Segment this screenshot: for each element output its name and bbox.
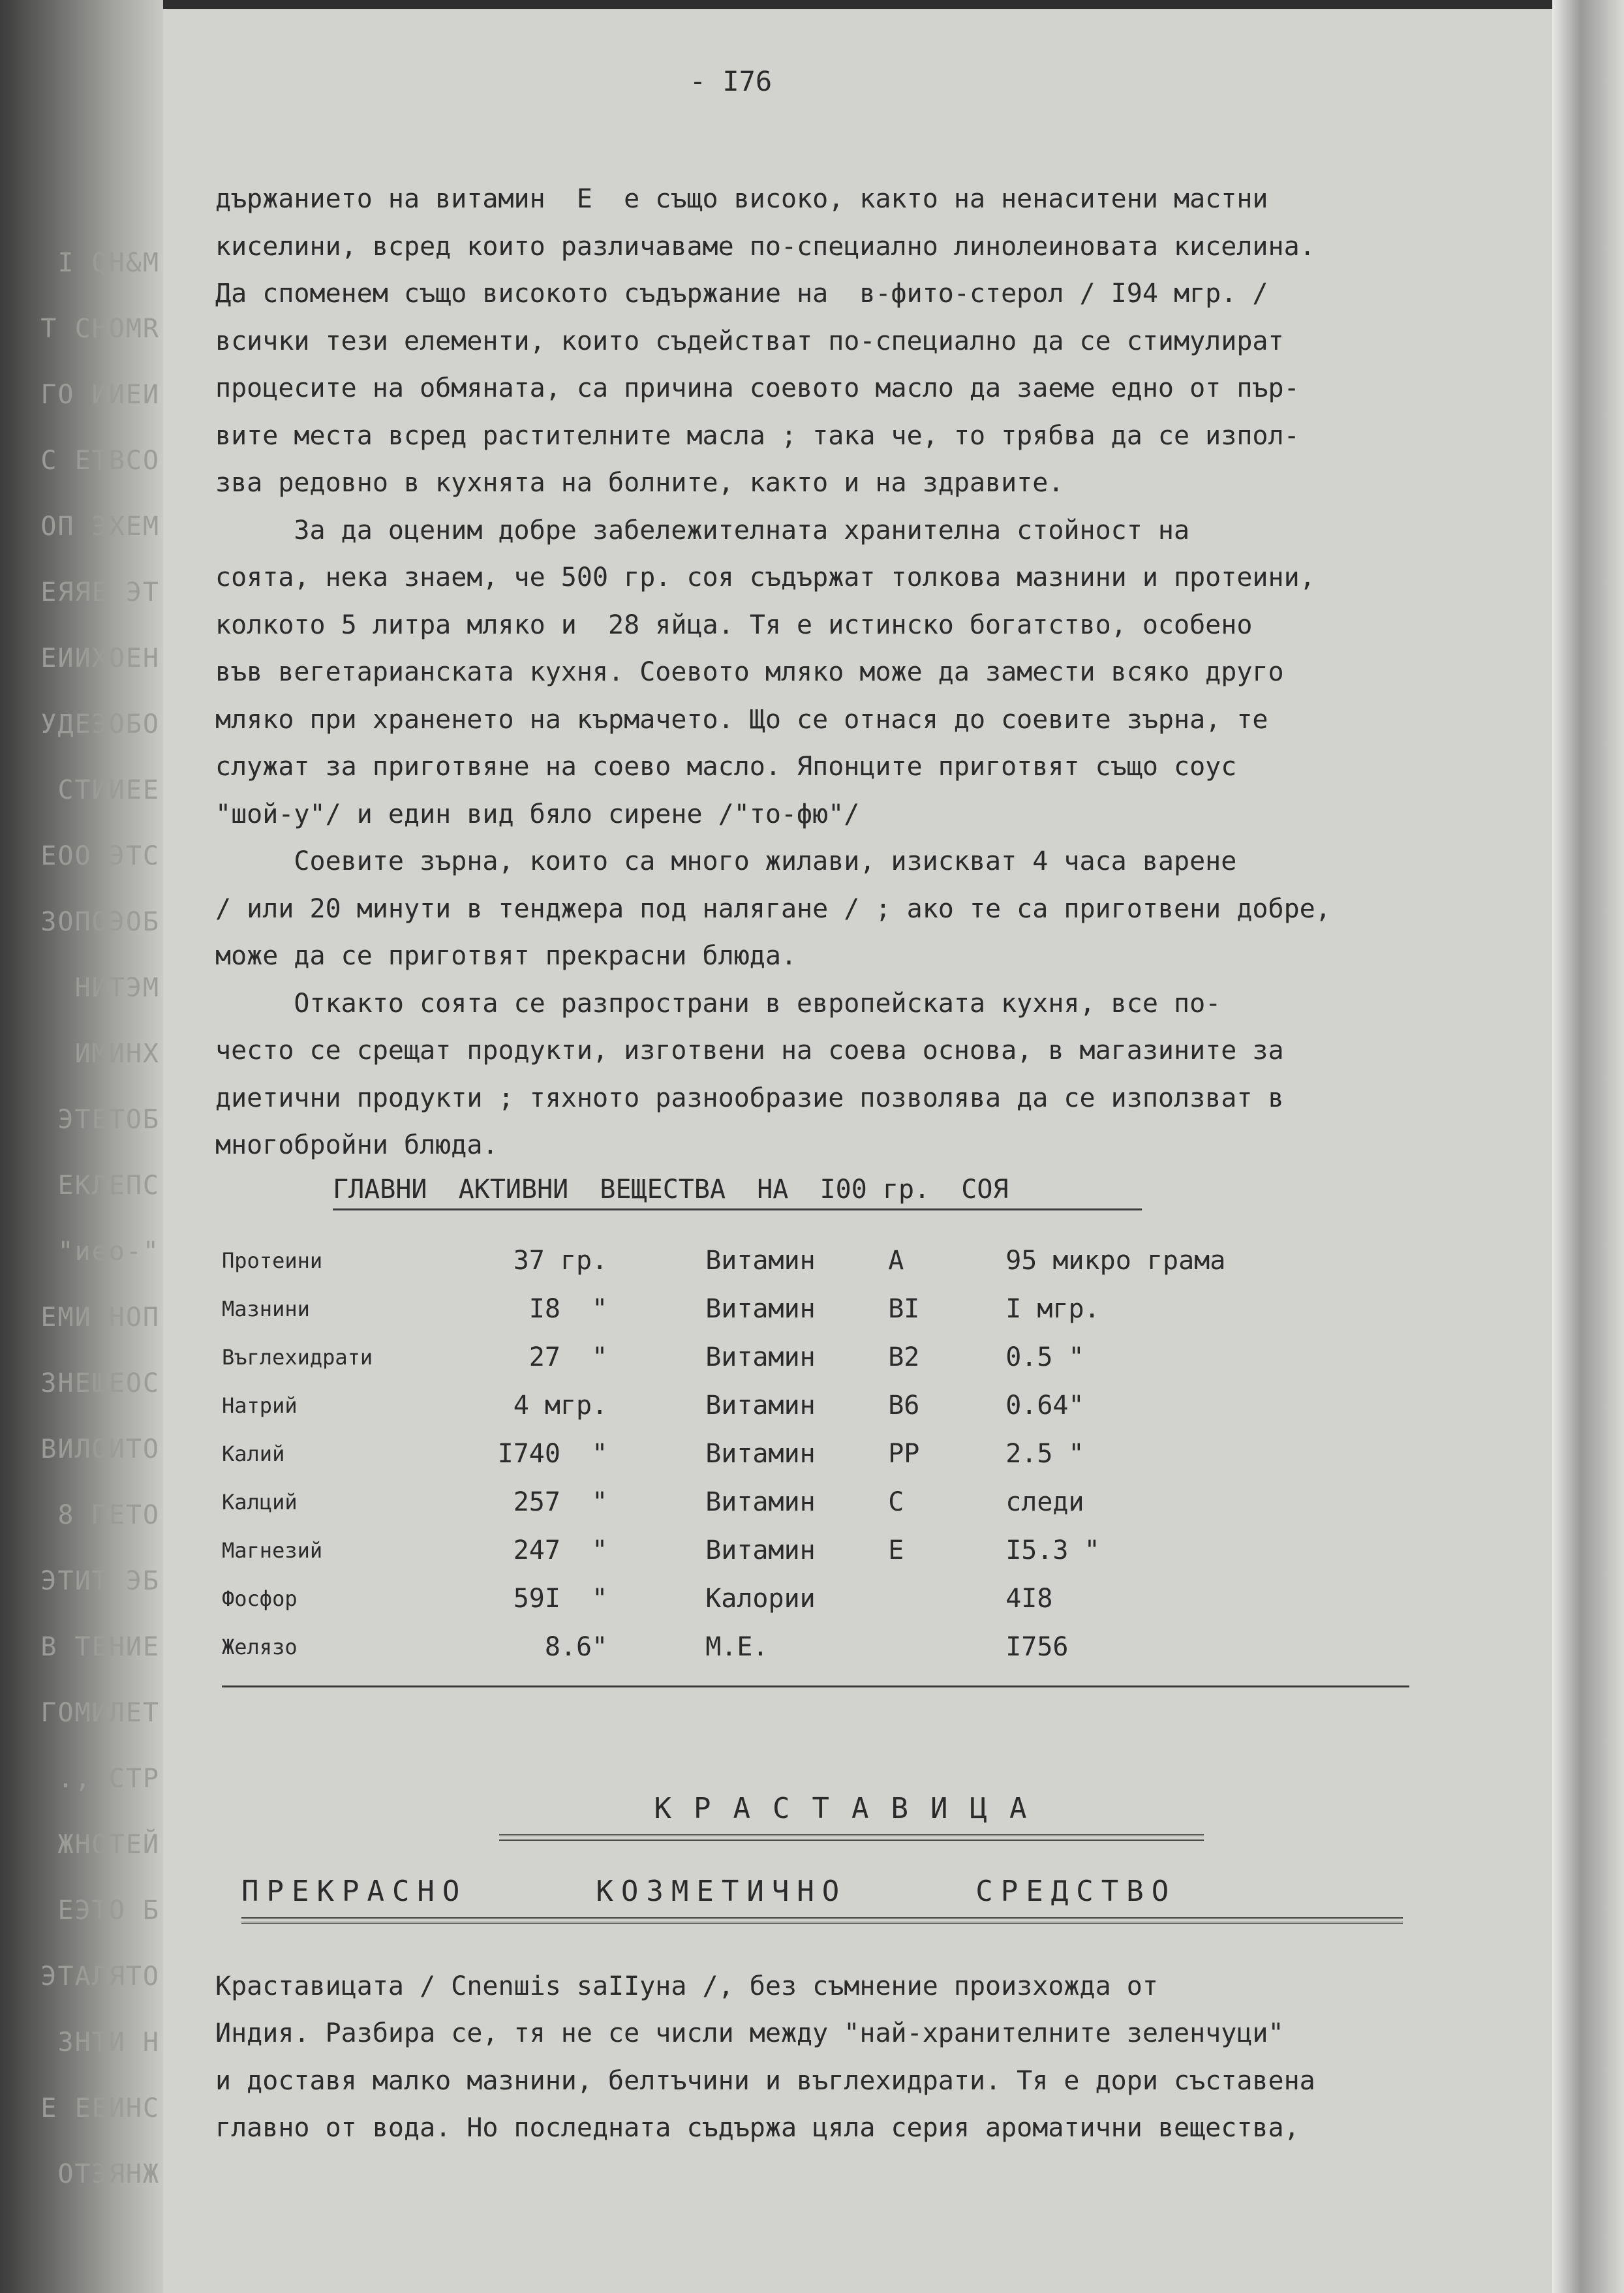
text-line: и доставя малко мазнини, белтъчини и въглехидрати. Тя е дори съставена xyxy=(215,2065,1315,2096)
table-row xyxy=(222,1430,1279,1478)
bleed-line: ЕЯЯЕ ЭТ xyxy=(40,577,160,608)
table-row xyxy=(222,1381,1279,1430)
bleed-line: ЭТАЛЯТО xyxy=(40,1962,160,1992)
cell-n2: Витамин xyxy=(705,1486,816,1517)
text-line: Откакто соята се разпространи в европейската кухня, все по- xyxy=(215,988,1221,1019)
cell-v1: 247 " xyxy=(513,1535,608,1565)
cell-v2: 0.64" xyxy=(1005,1390,1084,1421)
cell-v1: 257 " xyxy=(513,1486,608,1517)
cell-n2: Витамин xyxy=(705,1535,816,1565)
bleed-line: ЭТЕТОБ xyxy=(57,1105,160,1135)
table-row xyxy=(222,1526,1279,1575)
text-line: мляко при храненето на кърмачето. Що се отнася до соевите зърна, те xyxy=(215,704,1268,735)
text-line: киселини, всред които различаваме по-специално линолеиновата киселина. xyxy=(215,231,1315,262)
text-line: може да се приготвят прекрасни блюда. xyxy=(215,941,797,971)
cell-s2: А xyxy=(888,1245,904,1276)
table-top-rule xyxy=(333,1208,1142,1210)
page-number: - I76 xyxy=(689,65,773,97)
cell-s2: С xyxy=(888,1486,904,1517)
bleed-line: C ETBCO xyxy=(40,446,160,476)
subheading-double-rule xyxy=(241,1917,1403,1924)
bleed-line: В ТЕНИЕ xyxy=(40,1632,160,1662)
cell-v2: I мгр. xyxy=(1005,1293,1100,1324)
text-line: Соевите зърна, които са много жилави, изискват 4 часа варене xyxy=(215,846,1237,876)
cell-s2: РР xyxy=(888,1438,920,1469)
text-line: вите места всред растителните масла ; така че, то трябва да се изпол- xyxy=(215,420,1300,451)
bleed-line: ЕЭТО Б xyxy=(57,1896,160,1926)
nutrient-table xyxy=(222,1237,1279,1671)
bleed-line: ИМИНХ xyxy=(74,1039,160,1069)
text-line: държанието на витамин Е е също високо, както на ненаситени мастни xyxy=(215,184,1268,214)
bleed-line: "иео-" xyxy=(57,1237,160,1267)
text-line: "шой-у"/ и един вид бяло сирене /"то-фю"/ xyxy=(215,799,860,829)
cell-s2: Е xyxy=(888,1535,904,1565)
text-line: Краставицата / Cnenшis saIIyна /, без съмнение произхожда от xyxy=(215,1971,1158,2001)
cell-v2: 2.5 " xyxy=(1005,1438,1084,1469)
text-line: зва редовно в кухнята на болните, както и на здравите. xyxy=(215,468,1064,498)
table-row xyxy=(222,1575,1279,1623)
cell-v2: I756 xyxy=(1005,1631,1069,1662)
bleed-line: ВИЛОИТО xyxy=(40,1434,160,1464)
section-subheading: ПРЕКРАСНО КОЗМЕТИЧНО СРЕДСТВО xyxy=(241,1874,1177,1908)
bleed-line: 8 ПЕТО xyxy=(57,1500,160,1530)
cell-s2 xyxy=(888,1575,1005,1623)
cell-v2: 4I8 xyxy=(1005,1583,1053,1614)
cell-v1: 8.6" xyxy=(544,1631,608,1662)
text-line: процесите на обмяната, са причина соевото масло да заеме едно от пър- xyxy=(215,373,1300,403)
text-line: / или 20 минути в тенджера под налягане / ; ако те са приготвени добре, xyxy=(215,893,1331,924)
table-bottom-rule xyxy=(222,1685,1409,1687)
cell-n2: Калории xyxy=(705,1583,816,1614)
text-line: Да споменем също високото съдържание на в-фито-стерол / I94 мгр. / xyxy=(215,279,1268,309)
bleed-line: ГО ИИЕИ xyxy=(40,380,160,410)
cell-n2: М.Е. xyxy=(705,1631,769,1662)
cell-n2: Витамин xyxy=(705,1342,816,1372)
cell-n1: Фосфор xyxy=(222,1586,298,1611)
bleed-line: ОТЭЯНЖ xyxy=(57,2159,160,2189)
heading-double-rule xyxy=(499,1834,1204,1841)
bleed-line: ОП ЭХЕМ xyxy=(40,512,160,542)
section-heading: КРАСТАВИЦА xyxy=(654,1791,1049,1825)
bleed-line: НИТЭМ xyxy=(74,973,160,1003)
bleed-line: ГОМИЛЕТ xyxy=(40,1698,160,1728)
table-row xyxy=(222,1478,1279,1526)
bleed-line: Е ЕЕИНС xyxy=(40,2093,160,2123)
bleed-line: ЭТИТ ЭБ xyxy=(40,1566,160,1596)
text-line: служат за приготвяне на соево масло. Японците приготвят също соус xyxy=(215,752,1237,782)
table-row xyxy=(222,1237,1279,1285)
text-line: многобройни блюда. xyxy=(215,1130,498,1160)
bleed-line: T CHOMR xyxy=(40,314,160,344)
cell-n1: Мазнини xyxy=(222,1296,310,1321)
cell-n1: Магнезий xyxy=(222,1537,323,1563)
text-line: всички тези елементи, които съдействат по-специално да се стимулират xyxy=(215,326,1284,356)
text-line: главно от вода. Но последната съдържа цяла серия ароматични вещества, xyxy=(215,2113,1300,2143)
cell-n2: Витамин xyxy=(705,1293,816,1324)
bleed-line: ЗНТИ Н xyxy=(57,2027,160,2057)
table-row xyxy=(222,1623,1279,1671)
cell-v2: I5.3 " xyxy=(1005,1535,1100,1565)
cell-n1: Калций xyxy=(222,1489,298,1515)
cell-v1: I8 " xyxy=(529,1293,608,1324)
bleed-line: ЕМИ НОП xyxy=(40,1302,160,1332)
text-line: диетични продукти ; тяхното разнообразие позволява да се използват в xyxy=(215,1083,1284,1113)
cell-n1: Въглехидрати xyxy=(222,1344,373,1370)
table-row xyxy=(222,1333,1279,1381)
bleed-line: ЕОО ЭТС xyxy=(40,841,160,871)
cell-n2: Витамин xyxy=(705,1390,816,1421)
text-line: във вегетарианската кухня. Соевото мляко може да замести всяко друго xyxy=(215,657,1284,687)
bleed-line: ЖНОТЕЙ xyxy=(57,1830,160,1860)
paragraph-3 xyxy=(215,838,1488,980)
bleed-line: ЕКЛЕПС xyxy=(57,1171,160,1201)
cell-v1: I740 " xyxy=(497,1438,608,1469)
cell-n1: Протеини xyxy=(222,1248,323,1273)
cell-v1: 27 " xyxy=(529,1342,608,1372)
text-line: Индия. Разбира се, тя не се числи между "най-хранителните зеленчуци" xyxy=(215,2018,1284,2048)
cell-n1: Калий xyxy=(222,1441,285,1466)
bleed-line: ЗОПОЭОБ xyxy=(40,907,160,937)
cell-v2: 95 микро грама xyxy=(1005,1245,1226,1276)
cell-n2: Витамин xyxy=(705,1245,816,1276)
cell-v2: 0.5 " xyxy=(1005,1342,1084,1372)
bleed-line: ЕИИХОЕН xyxy=(40,643,160,673)
cell-s2: В6 xyxy=(888,1390,920,1421)
text-line: колкото 5 литра мляко и 28 яйца. Тя е истинско богатство, особено xyxy=(215,609,1253,640)
paragraph-5 xyxy=(215,1963,1488,2152)
cell-n1: Желязо xyxy=(222,1634,298,1659)
bleed-line: I QH&M xyxy=(57,248,160,278)
bleed-line: УДЕЭОБО xyxy=(40,709,160,739)
cell-v1: 4 мгр. xyxy=(513,1390,608,1421)
table-title: ГЛАВНИ АКТИВНИ ВЕЩЕСТВА НА I00 гр. СОЯ xyxy=(333,1174,1009,1205)
cell-v1: 37 гр. xyxy=(513,1245,608,1276)
typed-page xyxy=(215,65,1488,2152)
text-line: често се срещат продукти, изготвени на соева основа, в магазините за xyxy=(215,1036,1284,1066)
bleed-line: ., CТР xyxy=(57,1764,160,1794)
scan-top-edge xyxy=(0,0,1624,9)
cell-s2 xyxy=(888,1623,1005,1671)
cell-s2: В2 xyxy=(888,1342,920,1372)
cell-n1: Натрий xyxy=(222,1393,298,1418)
cell-v1: 59I " xyxy=(513,1583,608,1614)
bleed-line: СТИИЕЕ xyxy=(57,775,160,805)
cell-n2: Витамин xyxy=(705,1438,816,1469)
bleed-line: ЗНЕШЕОС xyxy=(40,1368,160,1398)
table-row xyxy=(222,1285,1279,1333)
page-right-edge xyxy=(1552,0,1624,2293)
cell-v2: следи xyxy=(1005,1486,1084,1517)
paragraph-2 xyxy=(215,507,1488,839)
cell-s2: ВI xyxy=(888,1293,920,1324)
paragraph-4 xyxy=(215,980,1488,1169)
margin-bleed-text xyxy=(0,248,160,2225)
text-line: За да оценим добре забележителната хранителна стойност на xyxy=(215,515,1190,546)
text-line: соята, нека знаем, че 500 гр. соя съдържат толкова мазнини и протеини, xyxy=(215,562,1315,592)
paragraph-1 xyxy=(215,176,1488,507)
